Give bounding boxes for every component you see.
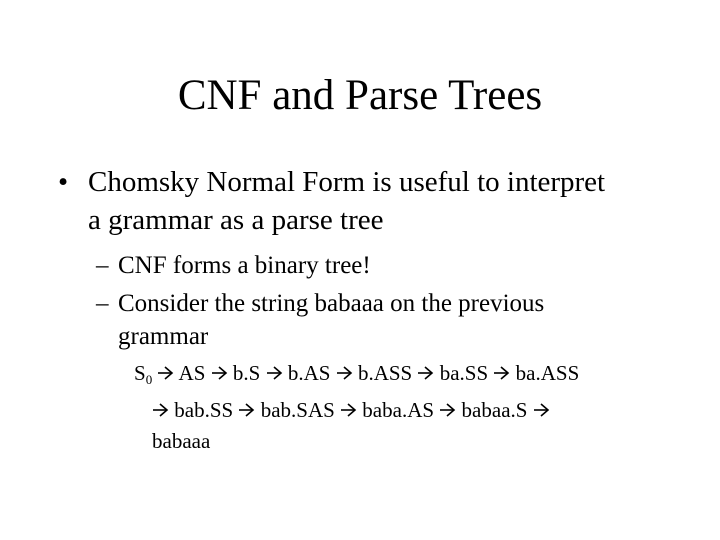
bullet-dot: • [58, 166, 69, 198]
subbullet-dash: – [96, 252, 109, 279]
derivation-step: baba.AS [362, 398, 435, 422]
slide-title: CNF and Parse Trees [177, 72, 543, 119]
derivation-step: ba.SS [439, 361, 489, 385]
derivation-step: b.ASS [357, 361, 413, 385]
subbullet-item [96, 249, 678, 282]
derivation-step: ba.ASS [515, 361, 580, 385]
subbullet-dash: – [96, 290, 109, 317]
right-arrow-icon [340, 402, 357, 418]
subbullet-item [96, 287, 678, 353]
bullet-text-line2: a grammar as a parse tree [88, 204, 384, 236]
derivation-step: AS [178, 361, 206, 385]
derivation [134, 358, 694, 457]
start-symbol: S [134, 361, 146, 385]
derivation-step: b.AS [287, 361, 331, 385]
derivation-line2 [134, 395, 694, 426]
derivation-step: babaa.S [461, 398, 528, 422]
derivation-step: b.S [232, 361, 261, 385]
subbullet-text-line1: Consider the string babaaa on the previous [118, 290, 545, 317]
right-arrow-icon [493, 365, 510, 381]
derivation-step: bab.SS [174, 398, 234, 422]
start-subscript: 0 [145, 372, 153, 387]
right-arrow-icon [211, 365, 228, 381]
right-arrow-icon [157, 365, 174, 381]
right-arrow-icon [336, 365, 353, 381]
subbullet-text-line2: grammar [118, 323, 209, 350]
derivation-step: bab.SAS [260, 398, 335, 422]
bullet-text-line1: Chomsky Normal Form is useful to interpret [88, 166, 606, 198]
derivation-step: babaaa [152, 429, 211, 453]
subbullet-text: CNF forms a binary tree! [118, 252, 371, 279]
right-arrow-icon [152, 402, 169, 418]
right-arrow-icon [417, 365, 434, 381]
right-arrow-icon [238, 402, 255, 418]
derivation-line3 [134, 426, 694, 457]
derivation-line1 [134, 358, 694, 395]
bullet-item [58, 163, 688, 239]
right-arrow-icon [266, 365, 283, 381]
right-arrow-icon [439, 402, 456, 418]
right-arrow-icon [533, 402, 550, 418]
